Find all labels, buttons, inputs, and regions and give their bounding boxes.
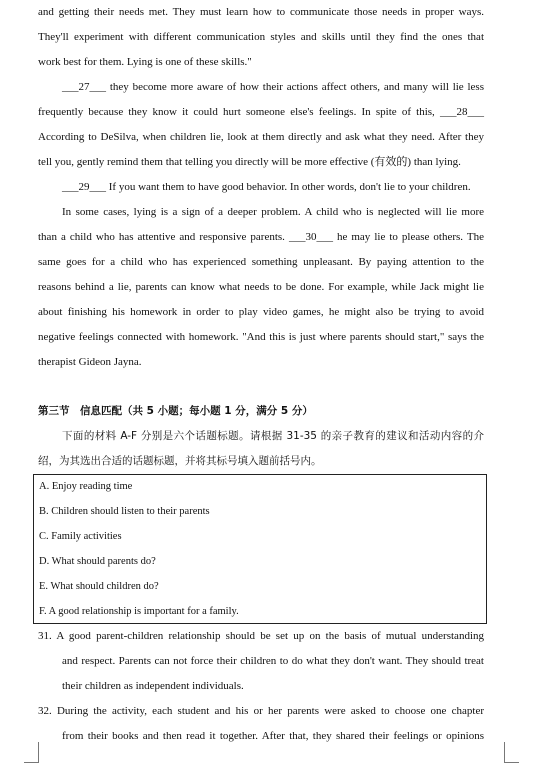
passage-line-blank-30: than a child who has attentive and responsive parents. ___30___ he may lie to please others. The bbox=[38, 231, 484, 243]
passage-line: work best for them. Lying is one of these skills." bbox=[38, 56, 252, 68]
section-instruction: 绍，为其选出合适的话题标题，并将其标号填入题前括号内。 bbox=[38, 455, 322, 467]
section-instruction: 下面的材料 A-F 分别是六个话题标题。请根据 31-35 的亲子教育的建议和活动内容的介 bbox=[62, 430, 484, 442]
option-e: E. What should children do? bbox=[39, 581, 159, 592]
passage-line: According to DeSilva, when children lie, look at them directly and ask what they need. After they bbox=[38, 131, 484, 143]
question-31: 31. A good parent-children relationship should be set up on the basis of mutual understanding bbox=[38, 630, 484, 642]
passage-line: In some cases, lying is a sign of a deeper problem. A child who is neglected will lie more bbox=[62, 206, 484, 218]
passage-line: about finishing his homework in order to play video games, he might also be trying to avoid bbox=[38, 306, 484, 318]
question-32: 32. During the activity, each student and his or her parents were asked to choose one chapter bbox=[38, 705, 484, 717]
passage-line: negative feelings connected with homework. "And this is just where parents should start," says the bbox=[38, 331, 484, 343]
passage-line: and getting their needs met. They must learn how to communicate those needs in proper ways. bbox=[38, 6, 484, 18]
question-31-text: and respect. Parents can not force their children to do what they don't want. They should treat bbox=[62, 655, 484, 667]
passage-line: reasons behind a lie, parents can know what needs to be done. For example, while Jack might lie bbox=[38, 281, 484, 293]
page-corner-mark bbox=[24, 742, 39, 763]
option-b: B. Children should listen to their parents bbox=[39, 506, 210, 517]
passage-line-blank-29: ___29___ If you want them to have good behavior. In other words, don't lie to your children. bbox=[62, 181, 471, 193]
passage-line-blank-27: ___27___ they become more aware of how their actions affect others, and many will lie less bbox=[62, 81, 484, 93]
passage-line-blank-28: frequently because they know it could hurt someone else's feelings. In spite of this, ___28___ bbox=[38, 106, 484, 118]
passage-line: same goes for a child who has experienced something unpleasant. By paying attention to the bbox=[38, 256, 484, 268]
passage-line: They'll experiment with different communication styles and skills until they find the ones that bbox=[38, 31, 484, 43]
question-31-text: their children as independent individuals. bbox=[62, 680, 244, 692]
section-heading: 第三节 信息匹配（共 5 小题；每小题 1 分，满分 5 分） bbox=[38, 405, 313, 417]
options-box bbox=[33, 474, 487, 624]
passage-line: therapist Gideon Jayna. bbox=[38, 356, 142, 368]
passage-line: tell you, gently remind them that telling you directly will be more effective (有效的) than lying. bbox=[38, 156, 461, 168]
option-a: A. Enjoy reading time bbox=[39, 481, 133, 492]
option-f: F. A good relationship is important for a family. bbox=[39, 606, 239, 617]
question-32-text: from their books and then read it together. After that, they shared their feelings or opinions bbox=[62, 730, 484, 742]
option-c: C. Family activities bbox=[39, 531, 122, 542]
option-d: D. What should parents do? bbox=[39, 556, 156, 567]
page-corner-mark bbox=[504, 742, 519, 763]
